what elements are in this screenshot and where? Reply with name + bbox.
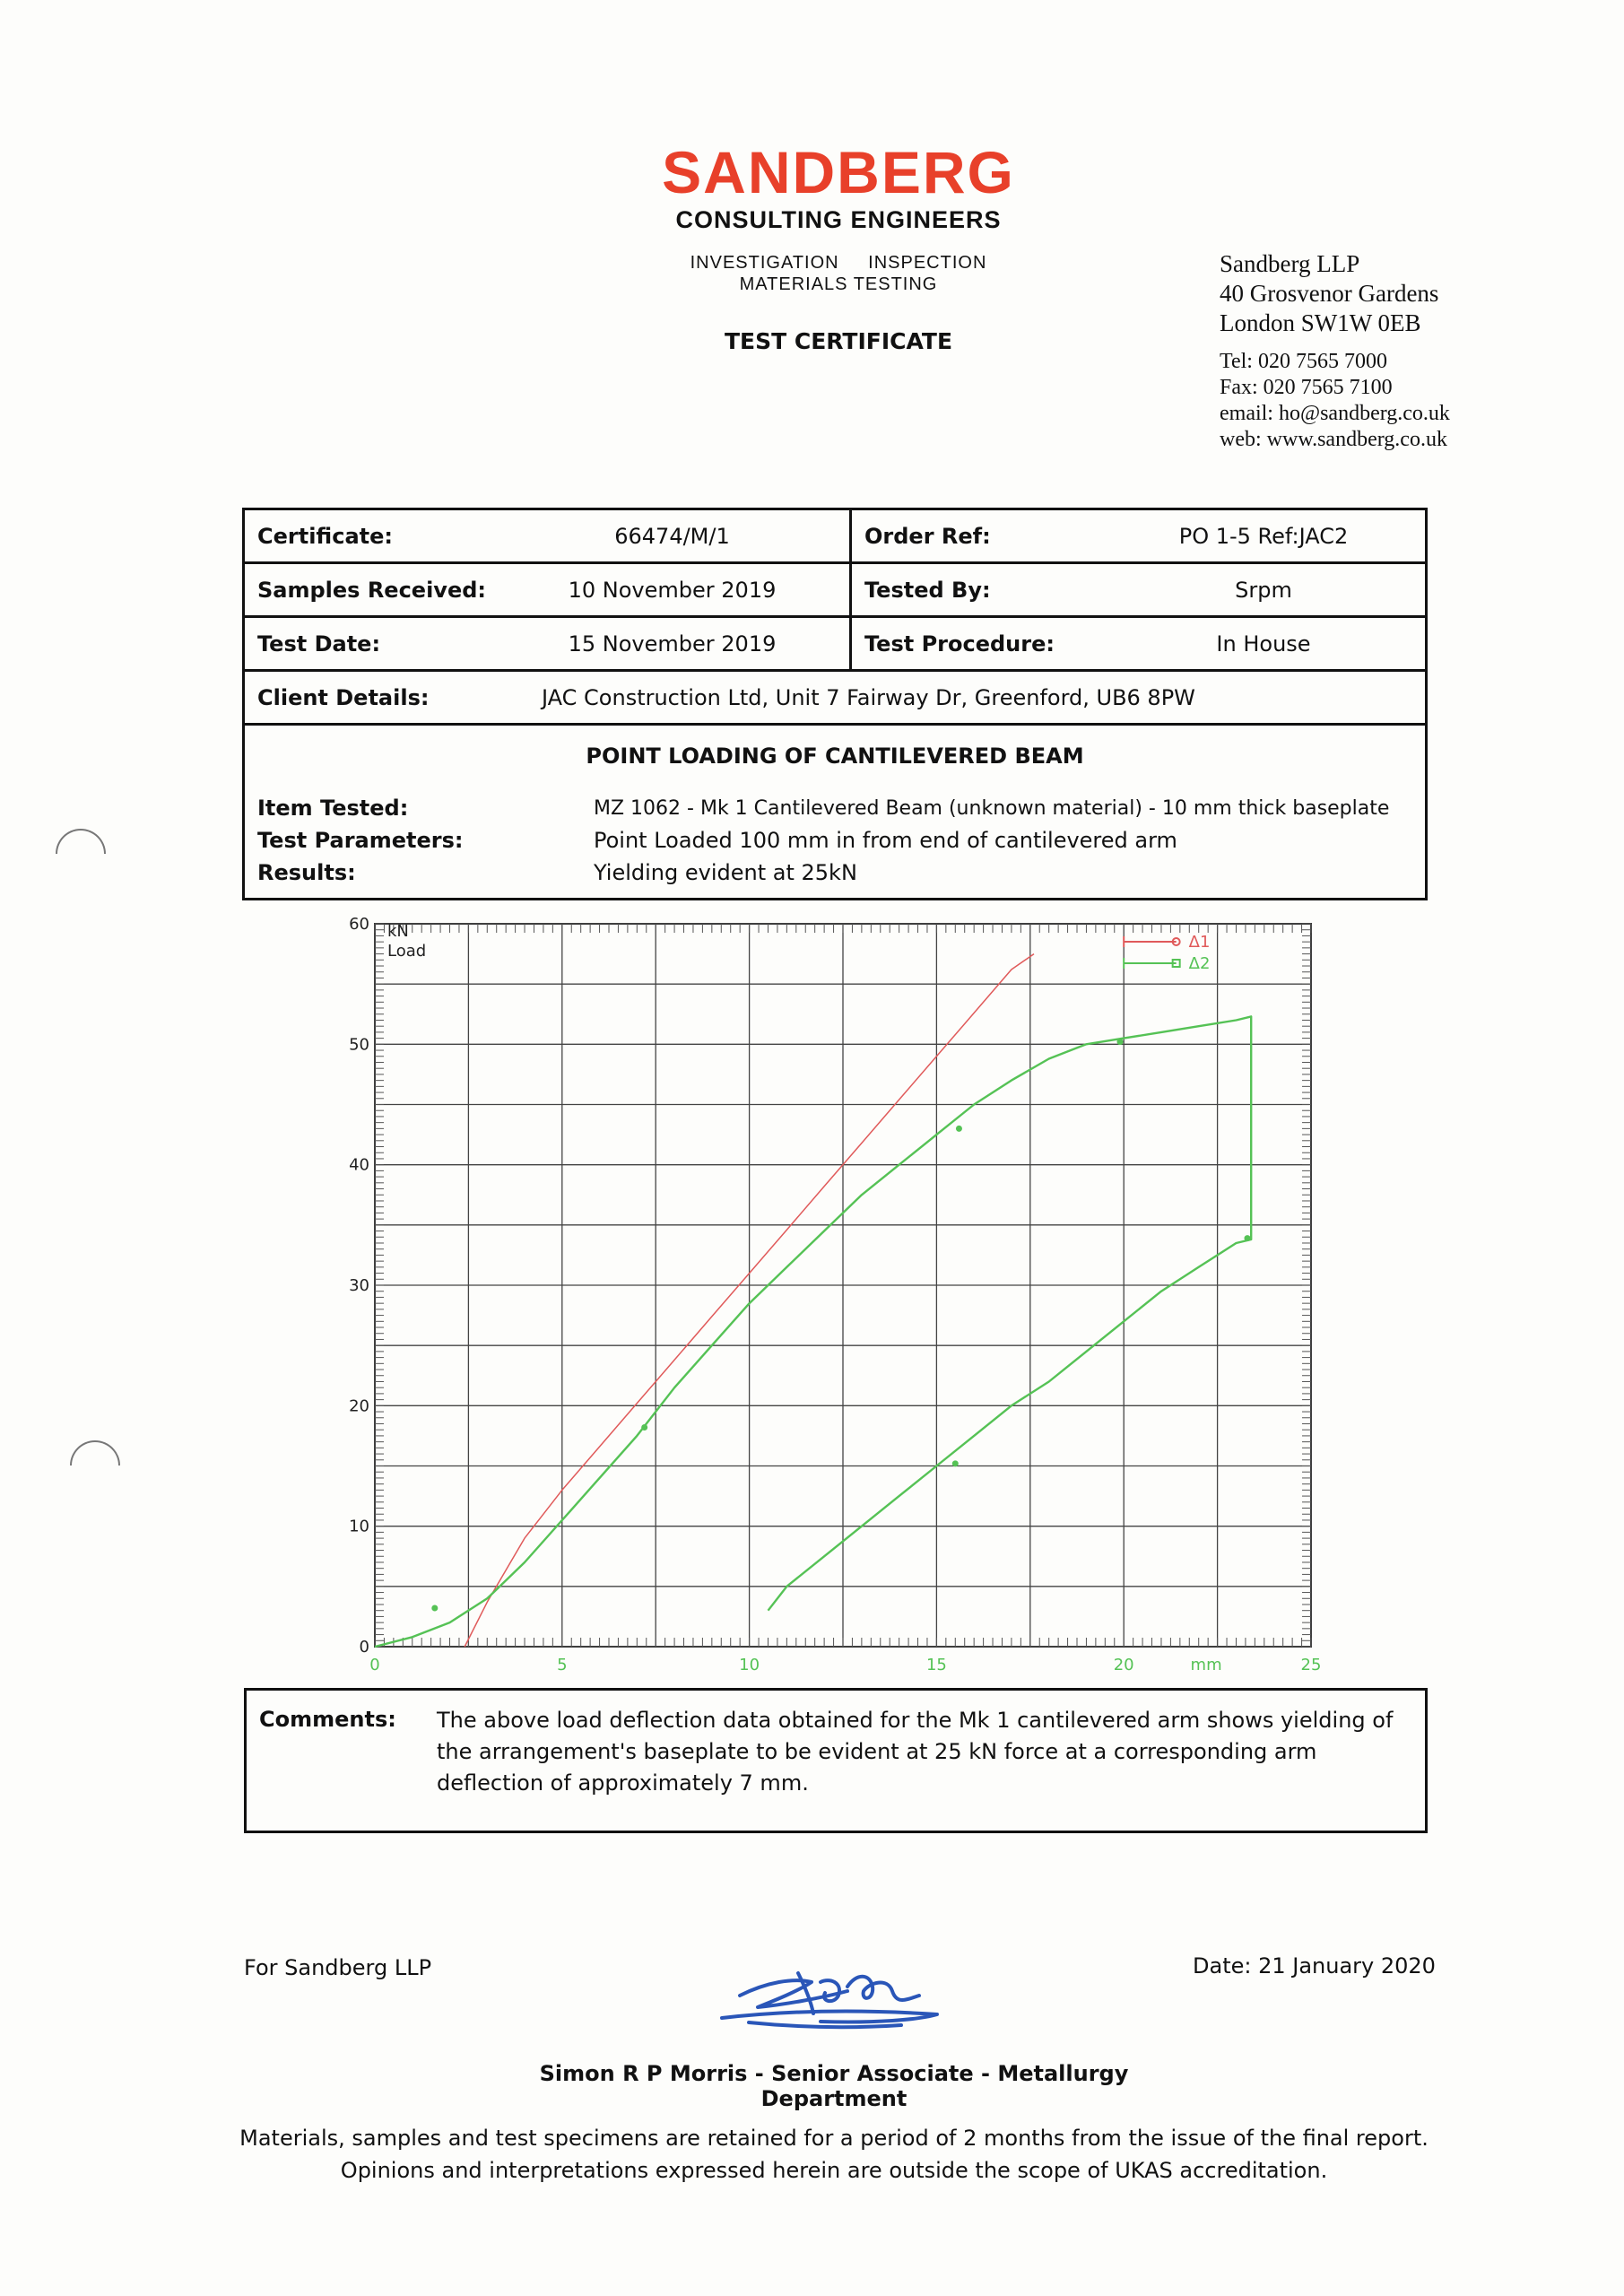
legend-label: Δ1	[1188, 933, 1211, 952]
test-procedure-label: Test Procedure:	[864, 631, 1055, 657]
x-tick-label: 25	[1300, 1656, 1322, 1674]
x-tick-label: 10	[739, 1656, 760, 1674]
comments-label: Comments:	[259, 1707, 396, 1732]
address-street: 40 Grosvenor Gardens	[1220, 280, 1439, 307]
y-tick-label: 10	[349, 1517, 369, 1536]
test-procedure-value: In House	[1216, 631, 1311, 657]
address-fax: Fax: 020 7565 7100	[1220, 376, 1393, 399]
tagline-line-1: INVESTIGATION INSPECTION	[690, 253, 987, 273]
results-value: Yielding evident at 25kN	[594, 860, 857, 885]
address-city: London SW1W 0EB	[1220, 309, 1421, 336]
client-details-value: JAC Construction Ltd, Unit 7 Fairway Dr, Greenford, UB6 8PW	[542, 684, 1195, 710]
y-tick-label: 50	[349, 1035, 369, 1055]
test-date-label: Test Date:	[257, 631, 381, 657]
series-marker	[641, 1424, 647, 1431]
x-tick-label: 15	[925, 1656, 947, 1674]
test-parameters-label: Test Parameters:	[257, 828, 464, 853]
disclaimer-line-1: Materials, samples and test specimens are retained for a period of 2 months from the issue of the final report.	[239, 2126, 1429, 2151]
test-title: POINT LOADING OF CANTILEVERED BEAM	[586, 744, 1084, 769]
disclaimer	[215, 2122, 1453, 2187]
y-tick-label: 20	[349, 1396, 369, 1416]
tested-by-label: Tested By:	[864, 577, 991, 603]
certificate-label: Certificate:	[257, 523, 393, 549]
client-details-label: Client Details:	[257, 684, 430, 710]
disclaimer-line-2: Opinions and interpretations expressed herein are outside the scope of UKAS accreditation.	[340, 2158, 1328, 2183]
series-marker	[952, 1460, 959, 1466]
samples-received-value: 10 November 2019	[495, 564, 852, 615]
tested-by-value: Srpm	[1235, 577, 1292, 603]
order-ref-label: Order Ref:	[864, 523, 991, 549]
legend-label: Δ2	[1188, 954, 1211, 973]
address-email: email: ho@sandberg.co.uk	[1220, 402, 1450, 425]
series-marker	[431, 1605, 438, 1612]
signatory-name: Simon R P Morris - Senior Associate - Metallurgy Department	[539, 2061, 1129, 2111]
series-line-2	[375, 1016, 1251, 1647]
y-tick-label: 30	[349, 1276, 369, 1295]
series-marker	[1117, 1039, 1124, 1045]
series-marker	[1245, 1235, 1251, 1241]
handwritten-signature	[713, 1955, 955, 2039]
y-axis-unit: kN	[387, 922, 409, 941]
item-tested-value: MZ 1062 - Mk 1 Cantilevered Beam (unknown material) - 10 mm thick baseplate	[594, 796, 1390, 820]
document-title: TEST CERTIFICATE	[724, 328, 953, 354]
x-tick-label: 0	[369, 1656, 380, 1674]
address-company: Sandberg LLP	[1220, 250, 1360, 277]
results-label: Results:	[257, 860, 356, 885]
logo-subtitle: CONSULTING ENGINEERS	[675, 206, 1002, 233]
x-tick-label: 5	[557, 1656, 568, 1674]
for-company: For Sandberg LLP	[244, 1955, 432, 1980]
certificate-value: 66474/M/1	[495, 510, 852, 561]
item-tested-label: Item Tested:	[257, 796, 409, 821]
samples-received-label: Samples Received:	[257, 577, 486, 603]
y-axis-label: Load	[387, 942, 427, 961]
comments-text: The above load deflection data obtained for the Mk 1 cantilevered arm shows yielding of the arrangement's baseplate to be evident at 25 kN force at a corresponding arm deflection of approximately 7 mm.	[437, 1708, 1394, 1796]
series-marker	[956, 1126, 962, 1132]
comments-box	[244, 1688, 1428, 1833]
x-axis-label: mm	[1190, 1656, 1222, 1674]
x-tick-label: 20	[1113, 1656, 1134, 1674]
signature-svg	[713, 1955, 955, 2036]
y-tick-label: 60	[349, 915, 369, 934]
order-ref-value: PO 1-5 Ref:JAC2	[1178, 523, 1349, 549]
logo-wordmark: SANDBERG	[662, 139, 1015, 205]
y-tick-label: 40	[349, 1155, 369, 1175]
y-tick-label: 0	[359, 1638, 369, 1657]
test-parameters-value: Point Loaded 100 mm in from end of cantilevered arm	[594, 828, 1177, 853]
address-web: web: www.sandberg.co.uk	[1220, 428, 1447, 451]
tagline-line-2: MATERIALS TESTING	[739, 274, 938, 294]
address-tel: Tel: 020 7565 7000	[1220, 350, 1387, 373]
issue-date: Date: 21 January 2020	[1193, 1953, 1436, 1979]
test-date-value: 15 November 2019	[495, 618, 852, 669]
